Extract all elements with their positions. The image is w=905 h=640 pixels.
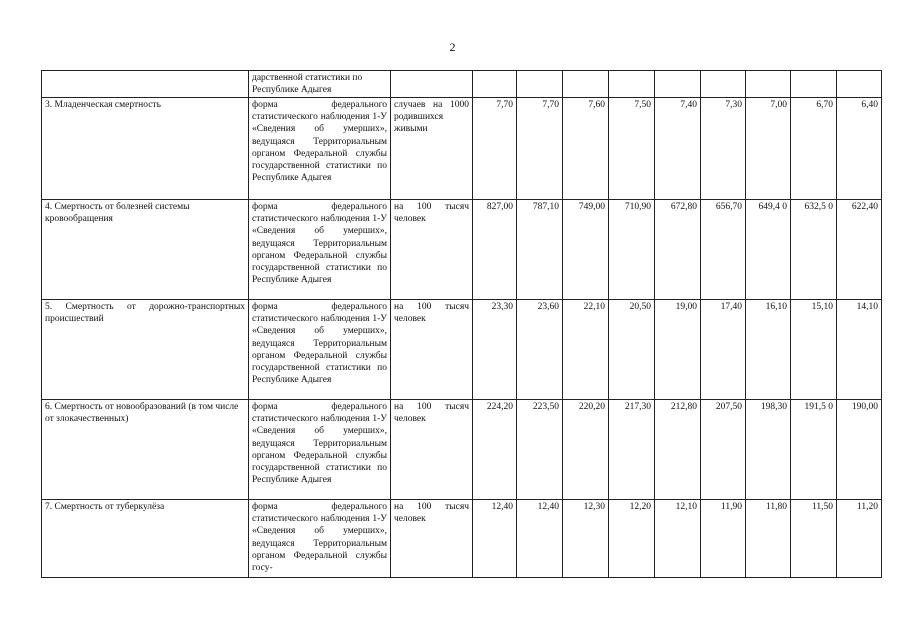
cell-value: 217,30	[609, 400, 655, 500]
cell-empty	[655, 71, 701, 98]
source-line: дарственной статистики по	[252, 73, 363, 83]
table-row	[42, 300, 882, 400]
cell-value: 787,10	[517, 200, 563, 300]
cell-value: 11,20	[837, 500, 882, 578]
cell-indicator: 7. Смертность от туберкулёза	[42, 500, 249, 578]
cell-value: 224,20	[473, 400, 517, 500]
table-row	[42, 400, 882, 500]
cell-value: 12,20	[609, 500, 655, 578]
cell-source-continuation	[249, 71, 391, 98]
table-row	[42, 500, 882, 578]
cell-value: 16,10	[746, 300, 791, 400]
cell-value: 710,90	[609, 200, 655, 300]
cell-unit: на 100 тысяч человек	[391, 300, 473, 400]
cell-value: 223,50	[517, 400, 563, 500]
cell-value: 11,80	[746, 500, 791, 578]
cell-value: 7,30	[701, 98, 746, 200]
cell-unit: на 100 тысяч человек	[391, 200, 473, 300]
table-row	[42, 98, 882, 200]
cell-value: 19,00	[655, 300, 701, 400]
source-line: Республике Адыгея	[252, 85, 332, 96]
cell-value: 12,10	[655, 500, 701, 578]
cell-value: 11,90	[701, 500, 746, 578]
cell-value: 12,40	[517, 500, 563, 578]
cell-indicator: 6. Смертность от новообразований (в том числе от злокачественных)	[42, 400, 249, 500]
cell-value: 7,50	[609, 98, 655, 200]
cell-value: 14,10	[837, 300, 882, 400]
cell-value: 15,10	[791, 300, 837, 400]
cell-empty	[473, 71, 517, 98]
cell-empty	[746, 71, 791, 98]
table-row-continuation	[42, 71, 882, 98]
cell-value: 191,5 0	[791, 400, 837, 500]
cell-value: 198,30	[746, 400, 791, 500]
cell-value: 190,00	[837, 400, 882, 500]
cell-indicator: 4. Смертность от болезней системы кровообращения	[42, 200, 249, 300]
cell-value: 749,00	[563, 200, 609, 300]
cell-source: форма федерального статистического наблюдения 1-У «Сведения об умерших», ведущаяся Территориальным органом Федеральной службы государственной статистики по Республике Адыгея	[249, 300, 391, 400]
cell-source: форма федерального статистического наблюдения 1-У «Сведения об умерших», ведущаяся Территориальным органом Федеральной службы государственной статистики по Республике Адыгея	[249, 200, 391, 300]
cell-value: 212,80	[655, 400, 701, 500]
cell-empty	[791, 71, 837, 98]
cell-value: 23,30	[473, 300, 517, 400]
cell-value: 632,5 0	[791, 200, 837, 300]
cell-value: 7,60	[563, 98, 609, 200]
cell-empty	[609, 71, 655, 98]
cell-source: форма федерального статистического наблюдения 1-У «Сведения об умерших», ведущаяся Территориальным органом Федеральной службы государственной статистики по Республике Адыгея	[249, 98, 391, 200]
cell-value: 7,70	[473, 98, 517, 200]
cell-indicator: 5. Смертность от дорожно-транспортных происшествий	[42, 300, 249, 400]
cell-value: 12,30	[563, 500, 609, 578]
cell-empty	[701, 71, 746, 98]
cell-empty	[837, 71, 882, 98]
cell-source: форма федерального статистического наблюдения 1-У «Сведения об умерших», ведущаяся Территориальным органом Федеральной службы государственной статистики по Республике Адыгея	[249, 400, 391, 500]
cell-value: 23,60	[517, 300, 563, 400]
cell-unit: на 100 тысяч человек	[391, 500, 473, 578]
cell-value: 17,40	[701, 300, 746, 400]
cell-value: 622,40	[837, 200, 882, 300]
cell-value: 12,40	[473, 500, 517, 578]
cell-value: 220,20	[563, 400, 609, 500]
cell-value: 672,80	[655, 200, 701, 300]
cell-value: 656,70	[701, 200, 746, 300]
cell-empty	[563, 71, 609, 98]
cell-value: 7,00	[746, 98, 791, 200]
cell-value: 6,70	[791, 98, 837, 200]
page-number: 2	[449, 40, 456, 54]
cell-empty	[517, 71, 563, 98]
cell-value: 20,50	[609, 300, 655, 400]
cell-empty	[42, 71, 249, 98]
cell-value: 649,4 0	[746, 200, 791, 300]
cell-empty	[391, 71, 473, 98]
cell-value: 6,40	[837, 98, 882, 200]
cell-value: 827,00	[473, 200, 517, 300]
cell-value: 207,50	[701, 400, 746, 500]
cell-unit: на 100 тысяч человек	[391, 400, 473, 500]
cell-source: форма федерального статистического наблюдения 1-У «Сведения об умерших», ведущаяся Территориальным органом Федеральной службы госу-	[249, 500, 391, 578]
cell-value: 22,10	[563, 300, 609, 400]
cell-value: 7,70	[517, 98, 563, 200]
indicators-table	[41, 70, 882, 578]
cell-value: 11,50	[791, 500, 837, 578]
cell-indicator: 3. Младенческая смертность	[42, 98, 249, 200]
cell-unit: случаев на 1000 родившихся живыми	[391, 98, 473, 200]
cell-value: 7,40	[655, 98, 701, 200]
table-row	[42, 200, 882, 300]
